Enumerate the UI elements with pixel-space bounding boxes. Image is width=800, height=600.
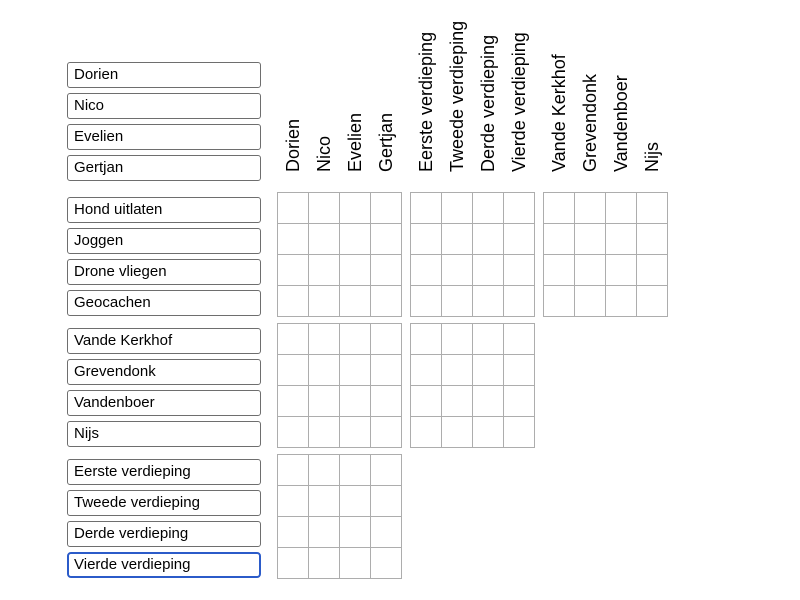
grid-cell[interactable] bbox=[473, 386, 504, 417]
grid-cell[interactable] bbox=[371, 286, 402, 317]
grid-cell[interactable] bbox=[637, 255, 668, 286]
grid-cell[interactable] bbox=[411, 255, 442, 286]
grid-cell[interactable] bbox=[411, 286, 442, 317]
grid-cell[interactable] bbox=[544, 286, 575, 317]
grid-cell[interactable] bbox=[340, 548, 371, 579]
grid-cell[interactable] bbox=[309, 417, 340, 448]
item-box-nijs[interactable]: Nijs bbox=[67, 421, 261, 447]
grid-cell[interactable] bbox=[442, 224, 473, 255]
item-box-evelien[interactable]: Evelien bbox=[67, 124, 261, 150]
grid-cell[interactable] bbox=[473, 286, 504, 317]
grid-cell[interactable] bbox=[371, 486, 402, 517]
column-header-vierde-verdieping: Vierde verdieping bbox=[509, 32, 529, 172]
grid-cell[interactable] bbox=[473, 255, 504, 286]
item-box-derde-verdieping[interactable]: Derde verdieping bbox=[67, 521, 261, 547]
grid-cell[interactable] bbox=[371, 548, 402, 579]
item-box-eerste-verdieping[interactable]: Eerste verdieping bbox=[67, 459, 261, 485]
item-box-tweede-verdieping[interactable]: Tweede verdieping bbox=[67, 490, 261, 516]
item-box-vande-kerkhof[interactable]: Vande Kerkhof bbox=[67, 328, 261, 354]
grid-cell[interactable] bbox=[309, 455, 340, 486]
grid-cell[interactable] bbox=[278, 548, 309, 579]
item-box-gertjan[interactable]: Gertjan bbox=[67, 155, 261, 181]
column-header-tweede-verdieping: Tweede verdieping bbox=[447, 20, 467, 172]
item-box-vierde-verdieping[interactable]: Vierde verdieping bbox=[67, 552, 261, 578]
grid-cell[interactable] bbox=[340, 324, 371, 355]
grid-cell[interactable] bbox=[278, 517, 309, 548]
grid-cell[interactable] bbox=[309, 548, 340, 579]
grid-cell[interactable] bbox=[575, 286, 606, 317]
grid-cell[interactable] bbox=[340, 286, 371, 317]
grid-cell[interactable] bbox=[309, 286, 340, 317]
grid-cell[interactable] bbox=[544, 255, 575, 286]
item-box-nico[interactable]: Nico bbox=[67, 93, 261, 119]
grid-cell[interactable] bbox=[544, 224, 575, 255]
item-box-vandenboer[interactable]: Vandenboer bbox=[67, 390, 261, 416]
grid-cell[interactable] bbox=[473, 417, 504, 448]
grid-cell[interactable] bbox=[575, 255, 606, 286]
grid-cell[interactable] bbox=[504, 193, 535, 224]
grid-cell[interactable] bbox=[606, 224, 637, 255]
grid-cell[interactable] bbox=[278, 455, 309, 486]
grid-cell[interactable] bbox=[371, 417, 402, 448]
grid-cell[interactable] bbox=[309, 193, 340, 224]
grid-cell[interactable] bbox=[340, 193, 371, 224]
grid-cell[interactable] bbox=[278, 324, 309, 355]
grid-cell[interactable] bbox=[637, 224, 668, 255]
grid-cell[interactable] bbox=[278, 417, 309, 448]
grid-cell[interactable] bbox=[340, 224, 371, 255]
grid-cell[interactable] bbox=[606, 286, 637, 317]
column-header-dorien: Dorien bbox=[283, 118, 303, 172]
grid-cell[interactable] bbox=[371, 355, 402, 386]
grid-cell[interactable] bbox=[340, 386, 371, 417]
item-box-joggen[interactable]: Joggen bbox=[67, 228, 261, 254]
column-header-nijs: Nijs bbox=[642, 142, 662, 172]
grid-cell[interactable] bbox=[504, 324, 535, 355]
grid-cell[interactable] bbox=[411, 355, 442, 386]
grid-cell[interactable] bbox=[309, 224, 340, 255]
grid-cell[interactable] bbox=[411, 224, 442, 255]
grid-cell[interactable] bbox=[371, 386, 402, 417]
grid-cell[interactable] bbox=[371, 324, 402, 355]
grid-cell[interactable] bbox=[309, 355, 340, 386]
grid-cell[interactable] bbox=[442, 324, 473, 355]
column-header-grevendonk: Grevendonk bbox=[580, 73, 600, 172]
grid-cell[interactable] bbox=[371, 224, 402, 255]
grid-cell[interactable] bbox=[371, 455, 402, 486]
grid-cell[interactable] bbox=[575, 193, 606, 224]
grid-cell[interactable] bbox=[411, 324, 442, 355]
grid-cell[interactable] bbox=[340, 355, 371, 386]
grid-cell[interactable] bbox=[278, 193, 309, 224]
grid-cell[interactable] bbox=[340, 486, 371, 517]
column-header-vande-kerkhof: Vande Kerkhof bbox=[549, 54, 569, 172]
grid-cell[interactable] bbox=[309, 255, 340, 286]
grid-cell[interactable] bbox=[504, 417, 535, 448]
grid-cell[interactable] bbox=[309, 517, 340, 548]
grid-cell[interactable] bbox=[504, 255, 535, 286]
grid-cell[interactable] bbox=[411, 386, 442, 417]
grid-cell[interactable] bbox=[442, 286, 473, 317]
column-header-eerste-verdieping: Eerste verdieping bbox=[416, 31, 436, 172]
grid-cell[interactable] bbox=[411, 417, 442, 448]
item-box-drone-vliegen[interactable]: Drone vliegen bbox=[67, 259, 261, 285]
grid-cell[interactable] bbox=[371, 255, 402, 286]
grid-block-activities-x-floors bbox=[410, 192, 535, 317]
grid-block-surnames-x-names bbox=[277, 323, 402, 448]
grid-block-activities-x-names bbox=[277, 192, 402, 317]
grid-cell[interactable] bbox=[504, 286, 535, 317]
grid-cell[interactable] bbox=[442, 255, 473, 286]
grid-cell[interactable] bbox=[473, 355, 504, 386]
column-header-derde-verdieping: Derde verdieping bbox=[478, 34, 498, 172]
grid-cell[interactable] bbox=[371, 193, 402, 224]
column-header-nico: Nico bbox=[314, 135, 334, 172]
grid-cell[interactable] bbox=[442, 355, 473, 386]
grid-cell[interactable] bbox=[637, 193, 668, 224]
column-header-gertjan: Gertjan bbox=[376, 112, 396, 172]
grid-cell[interactable] bbox=[309, 386, 340, 417]
grid-cell[interactable] bbox=[442, 193, 473, 224]
grid-cell[interactable] bbox=[278, 355, 309, 386]
grid-cell[interactable] bbox=[442, 386, 473, 417]
item-box-grevendonk[interactable]: Grevendonk bbox=[67, 359, 261, 385]
grid-cell[interactable] bbox=[371, 517, 402, 548]
grid-cell[interactable] bbox=[504, 224, 535, 255]
item-box-dorien[interactable]: Dorien bbox=[67, 62, 261, 88]
item-box-hond-uitlaten[interactable]: Hond uitlaten bbox=[67, 197, 261, 223]
grid-cell[interactable] bbox=[278, 286, 309, 317]
grid-cell[interactable] bbox=[442, 417, 473, 448]
grid-block-surnames-x-floors bbox=[410, 323, 535, 448]
grid-cell[interactable] bbox=[606, 193, 637, 224]
grid-cell[interactable] bbox=[309, 324, 340, 355]
grid-cell[interactable] bbox=[473, 193, 504, 224]
grid-cell[interactable] bbox=[340, 517, 371, 548]
column-header-evelien: Evelien bbox=[345, 112, 365, 172]
grid-cell[interactable] bbox=[575, 224, 606, 255]
grid-block-activities-x-surnames bbox=[543, 192, 668, 317]
grid-cell[interactable] bbox=[278, 386, 309, 417]
grid-cell[interactable] bbox=[278, 224, 309, 255]
grid-cell[interactable] bbox=[504, 386, 535, 417]
grid-cell[interactable] bbox=[637, 286, 668, 317]
item-box-geocachen[interactable]: Geocachen bbox=[67, 290, 261, 316]
grid-cell[interactable] bbox=[340, 455, 371, 486]
grid-cell[interactable] bbox=[340, 417, 371, 448]
grid-cell[interactable] bbox=[340, 255, 371, 286]
grid-cell[interactable] bbox=[411, 193, 442, 224]
column-header-vandenboer: Vandenboer bbox=[611, 75, 631, 172]
grid-block-floors-x-names bbox=[277, 454, 402, 579]
grid-cell[interactable] bbox=[473, 224, 504, 255]
grid-cell[interactable] bbox=[504, 355, 535, 386]
grid-cell[interactable] bbox=[278, 255, 309, 286]
grid-cell[interactable] bbox=[606, 255, 637, 286]
grid-cell[interactable] bbox=[473, 324, 504, 355]
grid-cell[interactable] bbox=[309, 486, 340, 517]
grid-cell[interactable] bbox=[278, 486, 309, 517]
grid-cell[interactable] bbox=[544, 193, 575, 224]
